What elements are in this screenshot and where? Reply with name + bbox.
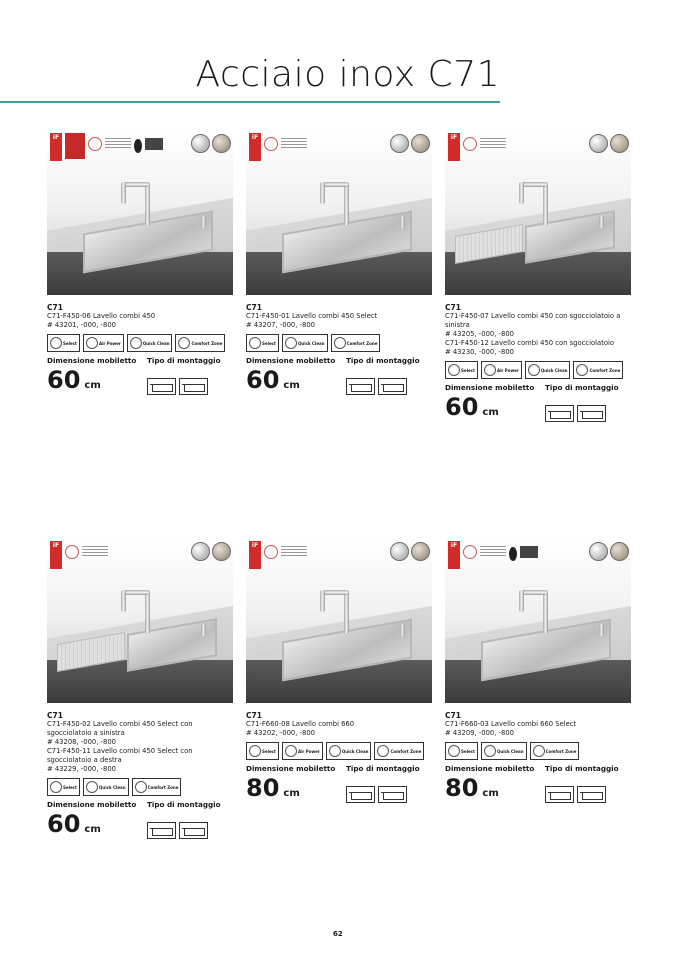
- spec-values: [445, 775, 631, 807]
- top-mount-icon: [378, 378, 407, 395]
- swatch-stainless-steel: [390, 134, 409, 153]
- mounting-icons: [346, 786, 407, 803]
- feature-icons: [246, 334, 432, 352]
- swatch-stainless-steel: [191, 542, 210, 561]
- feature-symbol: [50, 781, 62, 793]
- spec-labels: [47, 356, 233, 365]
- award-badges: [448, 541, 538, 569]
- feature-icons: [47, 334, 233, 352]
- feature-label: Comfort Zone: [545, 748, 577, 754]
- product-info: [47, 711, 233, 843]
- description-line: # 43201, -000, -800: [47, 321, 116, 329]
- product-photo: [445, 130, 631, 295]
- if-award-badge: iF: [448, 541, 460, 569]
- swatch-steel-optic: [212, 542, 231, 561]
- tap-spout: [121, 182, 126, 204]
- feature-select-icon: [246, 742, 279, 760]
- soap-dispenser: [599, 216, 604, 228]
- description-line: sgocciolatoio a sinistra: [47, 729, 125, 737]
- mounting-type-label: Tipo di montaggio: [346, 764, 420, 773]
- product-photo: [445, 538, 631, 703]
- award-small-badge: [463, 137, 477, 151]
- feature-label: Select: [63, 784, 77, 790]
- tap-spout: [320, 590, 325, 612]
- swatch-steel-optic: [411, 134, 430, 153]
- soap-dispenser: [201, 216, 206, 228]
- description-line: # 43229, -000, -800: [47, 765, 116, 773]
- description-line: C71-F660-08 Lavello combi 660: [246, 720, 355, 728]
- cabinet-size-unit: cm: [482, 407, 499, 418]
- cabinet-size-unit: cm: [283, 788, 300, 799]
- cabinet-size-value: 60: [445, 393, 479, 421]
- page-title: Acciaio inox C71: [195, 54, 500, 95]
- mounting-type-label: Tipo di montaggio: [545, 383, 619, 392]
- feature-label: Select: [262, 340, 276, 346]
- product-card: [47, 538, 233, 843]
- feature-select-icon: [445, 742, 478, 760]
- feature-symbol: [377, 745, 389, 757]
- feature-symbol: [178, 337, 190, 349]
- mounting-icons: [147, 822, 208, 839]
- product-card: [445, 130, 631, 426]
- feature-quick-clean-icon: [282, 334, 328, 352]
- if-award-badge: iF: [50, 541, 62, 569]
- product-card: [445, 538, 631, 807]
- top-mount-icon: [179, 822, 208, 839]
- feature-symbol: [334, 337, 346, 349]
- award-small-badge: [65, 545, 79, 559]
- mounting-icons: [545, 405, 606, 422]
- feature-symbol: [50, 337, 62, 349]
- feature-comfort-zone-icon: [132, 778, 182, 796]
- cabinet-size-value: 60: [47, 366, 81, 394]
- feature-quick-clean-icon: [481, 742, 527, 760]
- tap-spout: [519, 590, 524, 612]
- product-photo: [246, 538, 432, 703]
- cabinet-size-label: Dimensione mobiletto: [445, 764, 535, 773]
- award-small-badge: [264, 137, 278, 151]
- cabinet-size-unit: cm: [84, 380, 101, 391]
- cabinet-size-value: 80: [246, 774, 280, 802]
- feature-comfort-zone-icon: [331, 334, 381, 352]
- feature-symbol: [448, 745, 460, 757]
- soap-dispenser: [400, 216, 405, 228]
- feature-comfort-zone-icon: [530, 742, 580, 760]
- feature-quick-clean-icon: [326, 742, 372, 760]
- product-photo: [246, 130, 432, 295]
- cabinet-size-unit: cm: [283, 380, 300, 391]
- feature-quick-clean-icon: [525, 361, 571, 379]
- model-name: C71: [445, 711, 461, 720]
- description-line: C71-F450-12 Lavello combi 450 con sgocciolatoio: [445, 339, 615, 347]
- feature-symbol: [533, 745, 545, 757]
- feature-comfort-zone-icon: [374, 742, 424, 760]
- cabinet-size: [47, 367, 147, 399]
- top-mount-icon: [577, 786, 606, 803]
- if-award-badge: iF: [448, 133, 460, 161]
- spec-values: [246, 775, 432, 807]
- description-line: # 43208, -000, -800: [47, 738, 116, 746]
- model-name: C71: [47, 303, 63, 312]
- feature-symbol: [528, 364, 540, 376]
- swatch-stainless-steel: [390, 542, 409, 561]
- award-small-badge: [264, 545, 278, 559]
- feature-quick-clean-icon: [127, 334, 173, 352]
- feature-label: Select: [461, 748, 475, 754]
- feature-label: Quick Clean: [496, 748, 524, 754]
- award-black-badge: [134, 139, 142, 153]
- product-info: [47, 303, 233, 399]
- description-line: # 43202, -000, -800: [246, 729, 315, 737]
- spec-labels: [246, 764, 432, 773]
- soap-dispenser: [400, 624, 405, 636]
- product-card: [246, 130, 432, 399]
- cabinet-size: [246, 367, 346, 399]
- mounting-type-label: Tipo di montaggio: [346, 356, 420, 365]
- description-line: C71-F660-03 Lavello combi 660 Select: [445, 720, 577, 728]
- soap-dispenser: [599, 624, 604, 636]
- cabinet-size-label: Dimensione mobiletto: [47, 356, 137, 365]
- description-line: # 43205, -000, -800: [445, 330, 514, 338]
- award-text-badge: [480, 546, 506, 556]
- feature-symbol: [329, 745, 341, 757]
- cabinet-size-unit: cm: [84, 824, 101, 835]
- feature-label: Select: [262, 748, 276, 754]
- award-text-badge: [105, 138, 131, 148]
- feature-icons: [445, 742, 631, 760]
- award-text-badge: [281, 138, 307, 148]
- feature-label: Comfort Zone: [346, 340, 378, 346]
- feature-symbol: [249, 337, 261, 349]
- mounting-icons: [346, 378, 407, 395]
- feature-label: Select: [461, 367, 475, 373]
- award-black-badge: [509, 547, 517, 561]
- top-mount-icon: [378, 786, 407, 803]
- if-award-badge: iF: [249, 133, 261, 161]
- feature-select-icon: [47, 778, 80, 796]
- model-name: C71: [445, 303, 461, 312]
- finish-swatches: [390, 134, 430, 153]
- feature-symbol: [86, 337, 98, 349]
- product-info: [246, 711, 432, 807]
- mounting-icons: [545, 786, 606, 803]
- cabinet-size-label: Dimensione mobiletto: [246, 764, 336, 773]
- award-text-badge: [82, 546, 108, 556]
- award-badges: [50, 133, 163, 161]
- feature-air-power-icon: [83, 334, 124, 352]
- flush-mount-icon: [147, 378, 176, 395]
- flush-mount-icon: [545, 786, 574, 803]
- feature-icons: [47, 778, 233, 796]
- award-badges: [448, 133, 506, 161]
- cabinet-size: [246, 775, 346, 807]
- flush-mount-icon: [147, 822, 176, 839]
- spec-labels: [445, 764, 631, 773]
- tap-stem: [344, 590, 349, 634]
- cabinet-size-unit: cm: [482, 788, 499, 799]
- finish-swatches: [191, 134, 231, 153]
- award-badges: [249, 541, 307, 569]
- feature-select-icon: [47, 334, 80, 352]
- feature-symbol: [576, 364, 588, 376]
- product-photo: [47, 538, 233, 703]
- feature-label: Comfort Zone: [191, 340, 223, 346]
- model-name: C71: [246, 303, 262, 312]
- award-plate-badge: [145, 138, 163, 150]
- feature-symbol: [484, 745, 496, 757]
- spec-values: [445, 394, 631, 426]
- description-line: sinistra: [445, 321, 470, 329]
- feature-label: Quick Clean: [142, 340, 170, 346]
- finish-swatches: [589, 134, 629, 153]
- feature-symbol: [249, 745, 261, 757]
- product-card: [47, 130, 233, 399]
- cabinet-size: [445, 775, 545, 807]
- tap-stem: [543, 590, 548, 634]
- feature-label: Quick Clean: [341, 748, 369, 754]
- flush-mount-icon: [545, 405, 574, 422]
- award-badge: [65, 133, 85, 159]
- flush-mount-icon: [346, 786, 375, 803]
- description-line: # 43209, -000, -800: [445, 729, 514, 737]
- feature-air-power-icon: [481, 361, 522, 379]
- swatch-steel-optic: [212, 134, 231, 153]
- cabinet-size-value: 80: [445, 774, 479, 802]
- award-text-badge: [480, 138, 506, 148]
- feature-symbol: [285, 745, 297, 757]
- feature-comfort-zone-icon: [175, 334, 225, 352]
- feature-label: Quick Clean: [98, 784, 126, 790]
- mounting-icons: [147, 378, 208, 395]
- finish-swatches: [390, 542, 430, 561]
- description-line: sgocciolatoio a destra: [47, 756, 122, 764]
- cabinet-size-value: 60: [246, 366, 280, 394]
- model-name: C71: [246, 711, 262, 720]
- product-info: [246, 303, 432, 399]
- description-line: # 43230, -000, -800: [445, 348, 514, 356]
- mounting-type-label: Tipo di montaggio: [147, 800, 221, 809]
- spec-labels: [445, 383, 631, 392]
- swatch-stainless-steel: [589, 542, 608, 561]
- feature-symbol: [285, 337, 297, 349]
- description-line: C71-F450-11 Lavello combi 450 Select con: [47, 747, 193, 755]
- feature-label: Air Power: [496, 367, 519, 373]
- description-line: C71-F450-07 Lavello combi 450 con sgocciolatoio a: [445, 312, 621, 320]
- if-award-badge: iF: [249, 541, 261, 569]
- description-line: C71-F450-06 Lavello combi 450: [47, 312, 156, 320]
- feature-quick-clean-icon: [83, 778, 129, 796]
- cabinet-size: [47, 811, 147, 843]
- feature-symbol: [86, 781, 98, 793]
- tap-stem: [344, 182, 349, 226]
- cabinet-size-label: Dimensione mobiletto: [47, 800, 137, 809]
- product-info: [445, 303, 631, 426]
- award-plate-badge: [520, 546, 538, 558]
- description-line: C71-F450-02 Lavello combi 450 Select con: [47, 720, 193, 728]
- feature-symbol: [135, 781, 147, 793]
- if-award-badge: iF: [50, 133, 62, 161]
- feature-select-icon: [445, 361, 478, 379]
- swatch-stainless-steel: [191, 134, 210, 153]
- top-mount-icon: [179, 378, 208, 395]
- cabinet-size: [445, 394, 545, 426]
- swatch-steel-optic: [411, 542, 430, 561]
- feature-label: Quick Clean: [540, 367, 568, 373]
- award-badges: [50, 541, 108, 569]
- feature-label: Comfort Zone: [589, 367, 621, 373]
- feature-label: Comfort Zone: [390, 748, 422, 754]
- feature-label: Select: [63, 340, 77, 346]
- cabinet-size-label: Dimensione mobiletto: [445, 383, 535, 392]
- feature-label: Comfort Zone: [147, 784, 179, 790]
- spec-labels: [47, 800, 233, 809]
- page-number: 62: [333, 930, 343, 938]
- flush-mount-icon: [346, 378, 375, 395]
- tap-spout: [320, 182, 325, 204]
- product-card: [246, 538, 432, 807]
- product-photo: [47, 130, 233, 295]
- spec-values: [47, 811, 233, 843]
- swatch-stainless-steel: [589, 134, 608, 153]
- tap-stem: [543, 182, 548, 226]
- tap-spout: [121, 590, 126, 612]
- swatch-steel-optic: [610, 542, 629, 561]
- mounting-type-label: Tipo di montaggio: [147, 356, 221, 365]
- award-small-badge: [463, 545, 477, 559]
- cabinet-size-label: Dimensione mobiletto: [246, 356, 336, 365]
- mounting-type-label: Tipo di montaggio: [545, 764, 619, 773]
- description-line: C71-F450-01 Lavello combi 450 Select: [246, 312, 378, 320]
- spec-labels: [246, 356, 432, 365]
- spec-values: [246, 367, 432, 399]
- award-text-badge: [281, 546, 307, 556]
- award-small-badge: [88, 137, 102, 151]
- feature-symbol: [448, 364, 460, 376]
- cabinet-size-value: 60: [47, 810, 81, 838]
- finish-swatches: [191, 542, 231, 561]
- feature-icons: [246, 742, 432, 760]
- description-line: # 43207, -000, -800: [246, 321, 315, 329]
- award-badges: [249, 133, 307, 161]
- model-name: C71: [47, 711, 63, 720]
- feature-symbol: [484, 364, 496, 376]
- feature-label: Quick Clean: [297, 340, 325, 346]
- feature-comfort-zone-icon: [573, 361, 623, 379]
- tap-stem: [145, 182, 150, 226]
- feature-icons: [445, 361, 631, 379]
- spec-values: [47, 367, 233, 399]
- product-info: [445, 711, 631, 807]
- swatch-steel-optic: [610, 134, 629, 153]
- feature-label: Air Power: [98, 340, 121, 346]
- finish-swatches: [589, 542, 629, 561]
- tap-spout: [519, 182, 524, 204]
- title-rule: [0, 101, 500, 103]
- feature-symbol: [130, 337, 142, 349]
- feature-air-power-icon: [282, 742, 323, 760]
- feature-select-icon: [246, 334, 279, 352]
- soap-dispenser: [201, 624, 206, 636]
- top-mount-icon: [577, 405, 606, 422]
- feature-label: Air Power: [297, 748, 320, 754]
- tap-stem: [145, 590, 150, 634]
